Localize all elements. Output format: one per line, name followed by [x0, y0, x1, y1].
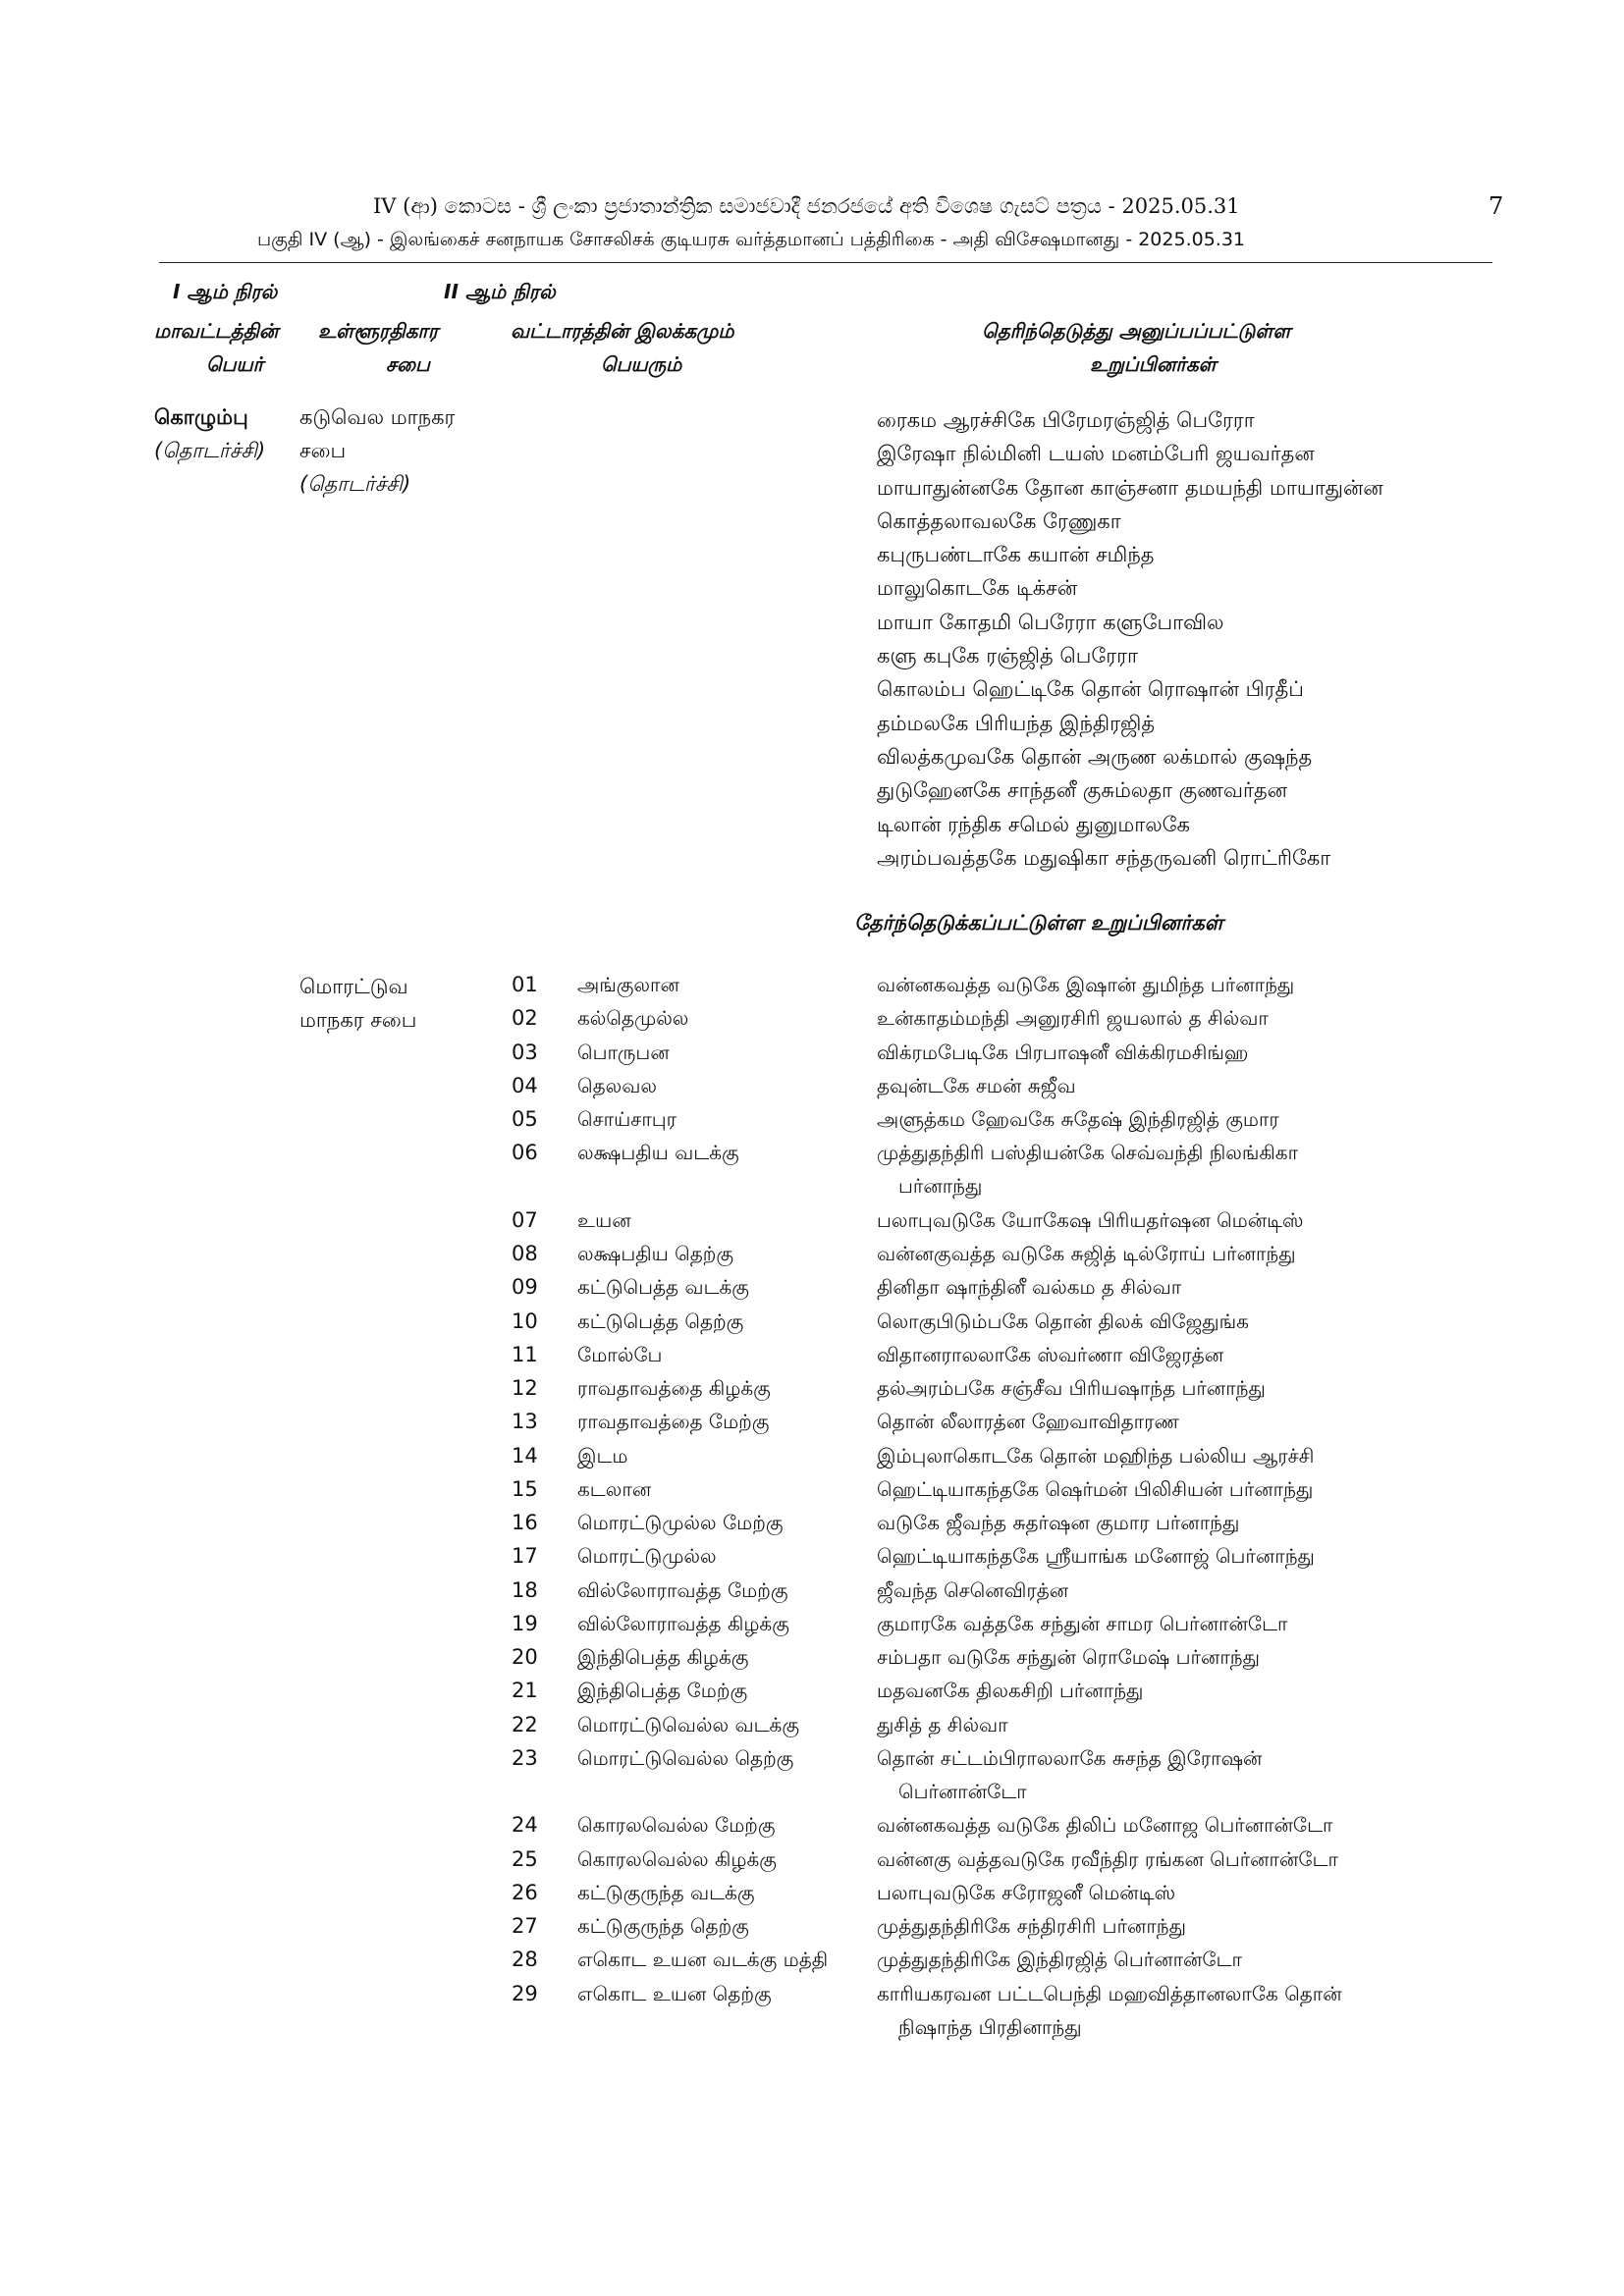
- member-name: விக்ரமபேடிகே பிரபாஷனீ விக்கிரமசிங்ஹ: [877, 1040, 1249, 1064]
- ward-name: தெலவல: [577, 1073, 657, 1097]
- list-item: ரைகம ஆரச்சிகே பிரேமரஞ்ஜித் பெரேரா: [877, 408, 1255, 432]
- ward-number: 08: [512, 1242, 538, 1265]
- member-name: தல்அரம்பகே சஞ்சீவ பிரியஷாந்த பர்னாந்து: [877, 1376, 1266, 1400]
- table-row: [0, 1006, 1624, 1040]
- members-heading: தெரிந்தெடுத்து அனுப்பப்பட்டுள்ள: [982, 319, 1291, 343]
- table-row: [0, 1376, 1624, 1410]
- ward-name: இந்திபெத்த கிழக்கு: [577, 1645, 749, 1669]
- table-row: [0, 1713, 1624, 1746]
- table-row: [0, 1074, 1624, 1107]
- ward-number: 26: [512, 1880, 538, 1904]
- table-row: [0, 1208, 1624, 1242]
- list-item: தம்மலகே பிரியந்த இந்திரஜித்: [877, 711, 1156, 735]
- ward-number: 07: [512, 1207, 538, 1232]
- table-row: [0, 1544, 1624, 1577]
- ward-name: மொரட்டுவெல்ல வடக்கு: [577, 1712, 799, 1736]
- ward-number: 27: [512, 1914, 538, 1938]
- ward-name: ராவதாவத்தை கிழக்கு: [577, 1376, 771, 1400]
- member-name: குமாரகே வத்தகே சந்துன் சாமர பெர்னான்டோ: [877, 1611, 1288, 1635]
- ward-name: மோல்பே: [577, 1342, 663, 1366]
- kaduwela-members-list: [877, 403, 1383, 875]
- table-row: [0, 1444, 1624, 1477]
- table-row: [0, 1578, 1624, 1612]
- member-name-continued: பர்னாந்து: [898, 1174, 983, 1199]
- member-name: முத்துதந்திரிகே இந்திரஜித் பெர்னான்டோ: [877, 1948, 1242, 1972]
- ward-name: அங்குலான: [577, 973, 679, 996]
- list-item: களு கபுகே ரஞ்ஜித் பெரேரா: [877, 644, 1138, 668]
- member-name: ஹெட்டியாகந்தகே ஸ்ரீயாங்க மனோஜ் பெர்னாந்து: [877, 1544, 1315, 1569]
- district-heading-2: பெயர்: [206, 352, 264, 376]
- ward-name: கொரலவெல்ல மேற்கு: [577, 1813, 776, 1838]
- ward-number: 17: [512, 1544, 538, 1569]
- ward-number: 19: [512, 1611, 538, 1635]
- member-name: சம்பதா வடுகே சந்துன் ரொமேஷ் பர்னாந்து: [877, 1645, 1260, 1669]
- district-name: கொழும்பு: [154, 405, 248, 429]
- ward-number: 16: [512, 1511, 538, 1534]
- list-item: விலத்கமுவகே தொன் அருண லக்மால் குஷந்த: [877, 744, 1313, 769]
- ward-number: 10: [512, 1308, 538, 1333]
- ward-number: 09: [512, 1275, 538, 1300]
- ward-name: வில்லோராவத்த மேற்கு: [577, 1577, 788, 1602]
- table-row: [0, 1309, 1624, 1343]
- list-item: கபுருபண்டாகே கயான் சமிந்த: [877, 543, 1155, 567]
- ward-name: வில்லோராவத்த கிழக்கு: [577, 1611, 789, 1635]
- ward-name: பொருபன: [577, 1040, 670, 1064]
- table-row: [0, 1107, 1624, 1141]
- member-name: தொன் சட்டம்பிராலலாகே சுசந்த இரோஷன்: [877, 1745, 1263, 1770]
- ward-name: கட்டுபெத்த வடக்கு: [577, 1275, 749, 1300]
- list-item: அரம்பவத்தகே மதுஷிகா சந்தருவனி ரொட்ரிகோ: [877, 845, 1331, 870]
- member-name: வன்னகு வத்தவடுகே ரவீந்திர ரங்கன பெர்னான்டோ: [877, 1846, 1338, 1871]
- member-name: லொகுபிடும்பகே தொன் திலக் விஜேதுங்க: [877, 1308, 1249, 1333]
- ward-name: உயன: [577, 1207, 631, 1232]
- tamil-header-line: பகுதி IV (ஆ) - இலங்கைச் சனநாயக சோசலிசக் குடியரசு வர்த்தமானப் பத்திரிகை - அதி விசேஷமானது - 2025.05.31: [257, 229, 1245, 250]
- member-name: தவுன்டகே சமன் சுஜீவ: [877, 1073, 1076, 1097]
- authority-heading: உள்ளூரதிகார: [318, 319, 439, 343]
- ward-number: 18: [512, 1577, 538, 1602]
- ward-number: 03: [512, 1040, 538, 1064]
- ward-number: 01: [512, 973, 538, 996]
- table-row: [0, 1948, 1624, 1981]
- ward-number: 11: [512, 1342, 538, 1366]
- member-name: துசித் த சில்வா: [877, 1712, 1008, 1736]
- ward-number: 02: [512, 1006, 538, 1031]
- authority-name-2: சபை: [299, 439, 347, 462]
- member-name: வன்னகவத்த வடுகே திலிப் மனோஜ பெர்னான்டோ: [877, 1813, 1333, 1838]
- table-row: [0, 1645, 1624, 1679]
- list-item: கொலம்ப ஹெட்டிகே தொன் ரொஷான் பிரதீப்: [877, 677, 1304, 702]
- table-row: [0, 1041, 1624, 1074]
- member-name: தொன் லீலாரத்ன ஹேவாவிதாரண: [877, 1410, 1179, 1434]
- ward-name: கல்தெமுல்ல: [577, 1006, 689, 1031]
- list-item: துடுஹேனகே சாந்தனீ குசும்லதா குணவர்தன: [877, 778, 1288, 803]
- table-row: [0, 1881, 1624, 1914]
- district-heading: மாவட்டத்தின்: [154, 319, 279, 343]
- authority-heading-2: சபை: [386, 352, 430, 376]
- member-name-continued: நிஷாந்த பிரதினாந்து: [898, 2014, 1082, 2039]
- members-heading-2: உறுப்பினர்கள்: [1090, 352, 1217, 376]
- table-row: [0, 1679, 1624, 1712]
- ward-name: மொரட்டுமுல்ல: [577, 1544, 717, 1569]
- ward-number: 28: [512, 1948, 538, 1972]
- member-name: உன்காதம்மந்தி அனுரசிரி ஜயலால் த சில்வா: [877, 1006, 1269, 1031]
- authority-name-moratuwa-2: மாநகர சபை: [299, 1008, 417, 1032]
- list-item: மாயா கோதமி பெரேரா களுபோவில: [877, 610, 1224, 634]
- member-name: வடுகே ஜீவந்த சுதர்ஷன குமார பர்னாந்து: [877, 1511, 1240, 1534]
- ward-name: ராவதாவத்தை மேற்கு: [577, 1410, 770, 1434]
- ward-name: எகொட உயன வடக்கு மத்தி: [577, 1948, 829, 1972]
- ward-number: 06: [512, 1141, 538, 1165]
- member-name: முத்துதந்திரிகே சந்திரசிரி பர்னாந்து: [877, 1914, 1186, 1938]
- ward-number: 21: [512, 1679, 538, 1703]
- sinhala-header-line: IV (ආ) කොටස - ශ්‍රී ලංකා ප්‍රජාතාන්ත්‍රික සමාජවාදී ජනරජයේ අති විශෙෂ ගැසට් පත්‍රය - 2025.05.31: [373, 194, 1240, 218]
- ward-number: 24: [512, 1813, 538, 1838]
- member-name: பலாபுவடுகே யோகேஷ பிரியதர்ஷன மென்டிஸ்: [877, 1207, 1304, 1232]
- member-name: மதவனகே திலகசிறி பர்னாந்து: [877, 1679, 1144, 1703]
- list-item: மாலுகொடகே டிக்சன்: [877, 576, 1078, 601]
- table-row: [0, 1343, 1624, 1376]
- table-row: [0, 973, 1624, 1006]
- member-name: காரியகரவன பட்டபெந்தி மஹவித்தானலாகே தொன்: [877, 1981, 1342, 2005]
- table-row: [0, 1410, 1624, 1443]
- member-name: தினிதா ஷாந்தினீ வல்கம த சில்வா: [877, 1275, 1182, 1300]
- table-row: [0, 1612, 1624, 1645]
- page-number: 7: [1489, 192, 1504, 220]
- ward-name: மொரட்டுமுல்ல மேற்கு: [577, 1511, 784, 1534]
- member-name: வன்னகுவத்த வடுகே சுஜித் டில்ரோய் பர்னாந்து: [877, 1242, 1296, 1265]
- table-row: [0, 1813, 1624, 1846]
- column-1-label: I ஆம் நிரல்: [173, 280, 278, 303]
- ward-name: எகொட உயன தெற்கு: [577, 1981, 772, 2005]
- table-row: [0, 1981, 1624, 2039]
- member-name: விதானராலலாகே ஸ்வர்ணா விஜேரத்ன: [877, 1342, 1224, 1366]
- ward-name: கட்டுகுருந்த வடக்கு: [577, 1880, 755, 1904]
- ward-heading: வட்டாரத்தின் இலக்கமும்: [511, 319, 734, 343]
- member-name: முத்துதந்திரி பஸ்தியன்கே செவ்வந்தி நிலங்கிகா: [877, 1141, 1299, 1165]
- member-name: அளுத்கம ஹேவகே சுதேஷ் இந்திரஜித் குமார: [877, 1107, 1279, 1131]
- authority-continued: (தொடர்ச்சி): [299, 472, 411, 496]
- ward-name: இடம: [577, 1443, 628, 1468]
- authority-name-moratuwa: மொரட்டுவ: [299, 975, 408, 998]
- section-subheading: தேர்ந்தெடுக்கப்பட்டுள்ள உறுப்பினர்கள்: [854, 911, 1223, 934]
- ward-name: லக்ஷபதிய வடக்கு: [577, 1141, 739, 1165]
- list-item: இரேஷா நில்மினி டயஸ் மனம்பேரி ஜயவர்தன: [877, 442, 1315, 466]
- district-continued: (தொடர்ச்சி): [154, 439, 266, 462]
- ward-number: 05: [512, 1107, 538, 1131]
- member-name-continued: பெர்னான்டோ: [898, 1779, 1027, 1803]
- ward-name: இந்திபெத்த மேற்கு: [577, 1679, 748, 1703]
- ward-number: 12: [512, 1376, 538, 1400]
- header-rule: [159, 262, 1492, 263]
- member-name: இம்புலாகொடகே தொன் மஹிந்த பல்லிய ஆரச்சி: [877, 1443, 1315, 1468]
- ward-number: 13: [512, 1410, 538, 1434]
- ward-number: 23: [512, 1745, 538, 1770]
- ward-name: சொய்சாபுர: [577, 1107, 677, 1131]
- list-item: மாயாதுன்னகே தோன காஞ்சனா தமயந்தி மாயாதுன்ன: [877, 475, 1383, 500]
- table-row: [0, 1242, 1624, 1275]
- list-item: டிலான் ரந்திக சமெல் துனுமாலகே: [877, 812, 1190, 836]
- ward-number: 14: [512, 1443, 538, 1468]
- table-row: [0, 1847, 1624, 1881]
- ward-name: கொரலவெல்ல கிழக்கு: [577, 1846, 777, 1871]
- ward-number: 22: [512, 1712, 538, 1736]
- ward-number: 15: [512, 1476, 538, 1501]
- member-name: ஹெட்டியாகந்தகே ஷெர்மன் பிலிசியன் பர்னாந்து: [877, 1476, 1314, 1501]
- list-item: கொத்தலாவலகே ரேணுகா: [877, 508, 1121, 533]
- table-row: [0, 1477, 1624, 1511]
- member-name: ஜீவந்த செனெவிரத்ன: [877, 1577, 1069, 1602]
- authority-name: கடுவெல மாநகர: [299, 405, 456, 429]
- table-row: [0, 1141, 1624, 1199]
- ward-heading-2: பெயரும்: [601, 352, 682, 376]
- member-name: பலாபுவடுகே சரோஜனீ மென்டிஸ்: [877, 1880, 1176, 1904]
- ward-name: லக்ஷபதிய தெற்கு: [577, 1242, 734, 1265]
- ward-number: 04: [512, 1073, 538, 1097]
- table-row: [0, 1275, 1624, 1308]
- table-row: [0, 1745, 1624, 1803]
- ward-name: மொரட்டுவெல்ல தெற்கு: [577, 1745, 794, 1770]
- ward-number: 29: [512, 1981, 538, 2005]
- ward-number: 20: [512, 1645, 538, 1669]
- column-2-label: II ஆம் நிரல்: [444, 280, 556, 303]
- table-row: [0, 1511, 1624, 1544]
- ward-number: 25: [512, 1846, 538, 1871]
- member-name: வன்னகவத்த வடுகே இஷான் துமிந்த பர்னாந்து: [877, 973, 1295, 996]
- ward-name: கட்டுகுருந்த தெற்கு: [577, 1914, 749, 1938]
- ward-name: கடலான: [577, 1476, 652, 1501]
- table-row: [0, 1914, 1624, 1948]
- ward-name: கட்டுபெத்த தெற்கு: [577, 1308, 744, 1333]
